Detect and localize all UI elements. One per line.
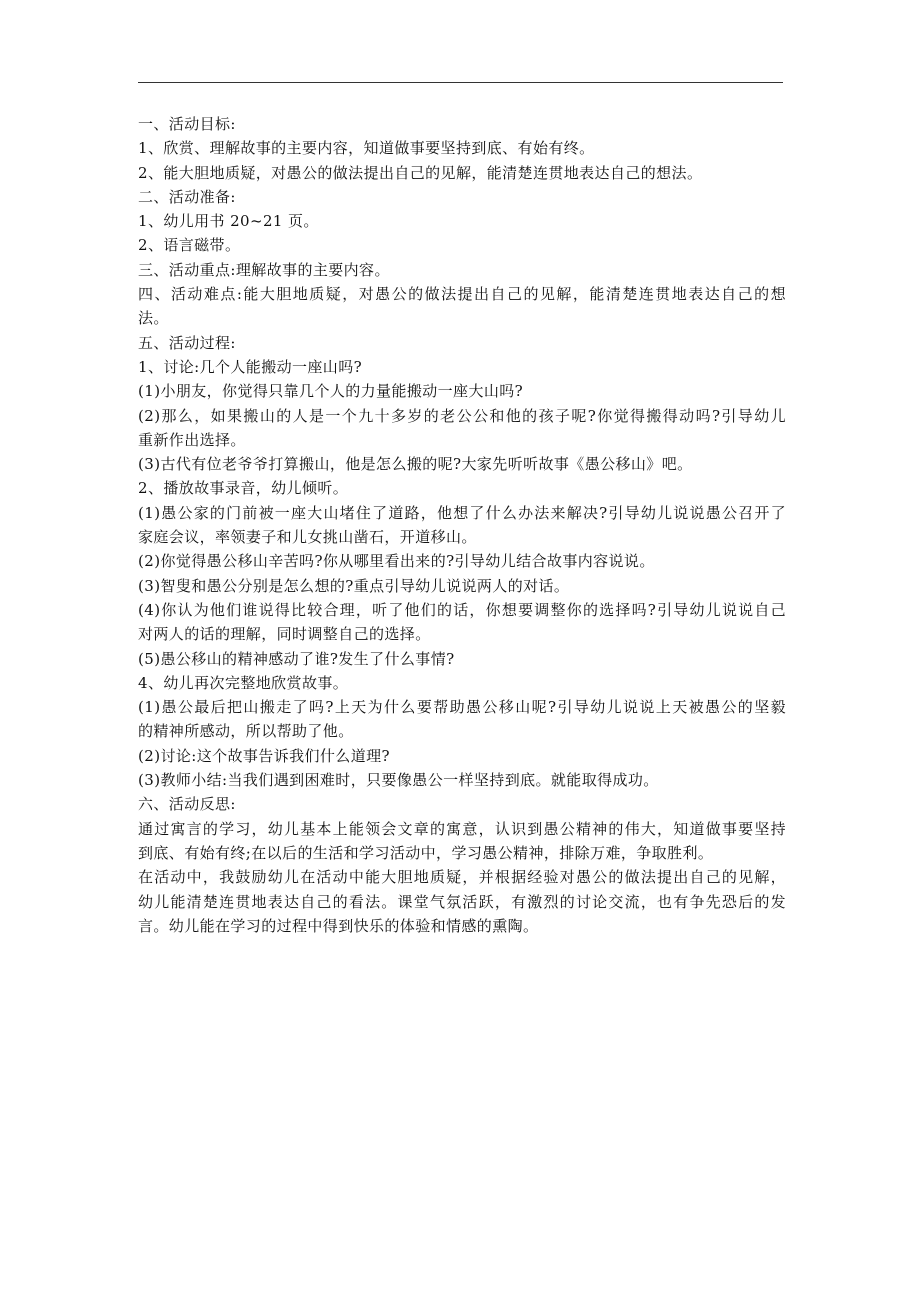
- text-line: 六、活动反思:: [138, 795, 236, 814]
- text-line: 对两人的话的理解，同时调整自己的选择。: [138, 625, 431, 644]
- text-line: (1)愚公最后把山搬走了吗?上天为什么要帮助愚公移山呢?引导幼儿说说上天被愚公的坚毅: [138, 698, 786, 717]
- text-line: 重新作出选择。: [138, 430, 246, 449]
- text-line: (2)你觉得愚公移山辛苦吗?你从哪里看出来的?引导幼儿结合故事内容说说。: [138, 552, 655, 571]
- text-line: 通过寓言的学习，幼儿基本上能领会文章的寓意，认识到愚公精神的伟大，知道做事要坚持: [138, 819, 786, 838]
- text-line: (3)古代有位老爷爷打算搬山，他是怎么搬的呢?大家先听听故事《愚公移山》吧。: [138, 455, 693, 474]
- text-line: 到底、有始有终;在以后的生活和学习活动中，学习愚公精神，排除万难，争取胜利。: [138, 843, 714, 862]
- text-line: 家庭会议，率领妻子和儿女挑山凿石，开道移山。: [138, 528, 477, 547]
- text-line: 2、播放故事录音，幼儿倾听。: [138, 479, 349, 498]
- text-line: 法。: [138, 309, 169, 328]
- text-line: 2、语言磁带。: [138, 236, 241, 255]
- text-line: 三、活动重点:理解故事的主要内容。: [138, 260, 390, 279]
- text-line: 四、活动难点:能大胆地质疑，对愚公的做法提出自己的见解，能清楚连贯地表达自己的想: [138, 285, 786, 304]
- text-line: 1、欣赏、理解故事的主要内容，知道做事要坚持到底、有始有终。: [138, 139, 595, 158]
- text-line: (1)愚公家的门前被一座大山堵住了道路，他想了什么办法来解决?引导幼儿说说愚公召开了: [138, 503, 786, 522]
- text-line: (1)小朋友，你觉得只靠几个人的力量能搬动一座大山吗?: [138, 382, 524, 401]
- text-line: 4、幼儿再次完整地欣赏故事。: [138, 673, 349, 692]
- text-line: (4)你认为他们谁说得比较合理，听了他们的话，你想要调整你的选择吗?引导幼儿说说自己: [138, 600, 786, 619]
- text-line: 2、能大胆地质疑，对愚公的做法提出自己的见解，能清楚连贯地表达自己的想法。: [138, 163, 703, 182]
- text-line: (3)智叟和愚公分别是怎么想的?重点引导幼儿说说两人的对话。: [138, 576, 570, 595]
- text-line: (5)愚公移山的精神感动了谁?发生了什么事情?: [138, 649, 455, 668]
- text-line: 五、活动过程:: [138, 333, 236, 352]
- text-line: 1、讨论:几个人能搬动一座山吗?: [138, 357, 363, 376]
- text-line: 一、活动目标:: [138, 115, 236, 133]
- text-line: 言。幼儿能在学习的过程中得到快乐的体验和情感的熏陶。: [138, 916, 539, 935]
- text-line: (2)讨论:这个故事告诉我们什么道理?: [138, 746, 390, 765]
- document-body: [138, 112, 786, 938]
- header-rule: [138, 82, 783, 83]
- text-line: (3)教师小结:当我们遇到困难时，只要像愚公一样坚持到底。就能取得成功。: [138, 771, 659, 790]
- text-line: 幼儿能清楚连贯地表达自己的看法。课堂气氛活跃，有激烈的讨论交流，也有争先恐后的发: [138, 892, 786, 911]
- text-line: 在活动中，我鼓励幼儿在活动中能大胆地质疑，并根据经验对愚公的做法提出自己的见解，: [138, 868, 786, 887]
- text-line: (2)那么，如果搬山的人是一个九十多岁的老公公和他的孩子呢?你觉得搬得动吗?引导幼儿: [138, 406, 786, 425]
- text-line: 二、活动准备:: [138, 187, 236, 206]
- text-line: 的精神所感动，所以帮助了他。: [138, 722, 354, 741]
- text-line: 1、幼儿用书 20~21 页。: [138, 212, 319, 231]
